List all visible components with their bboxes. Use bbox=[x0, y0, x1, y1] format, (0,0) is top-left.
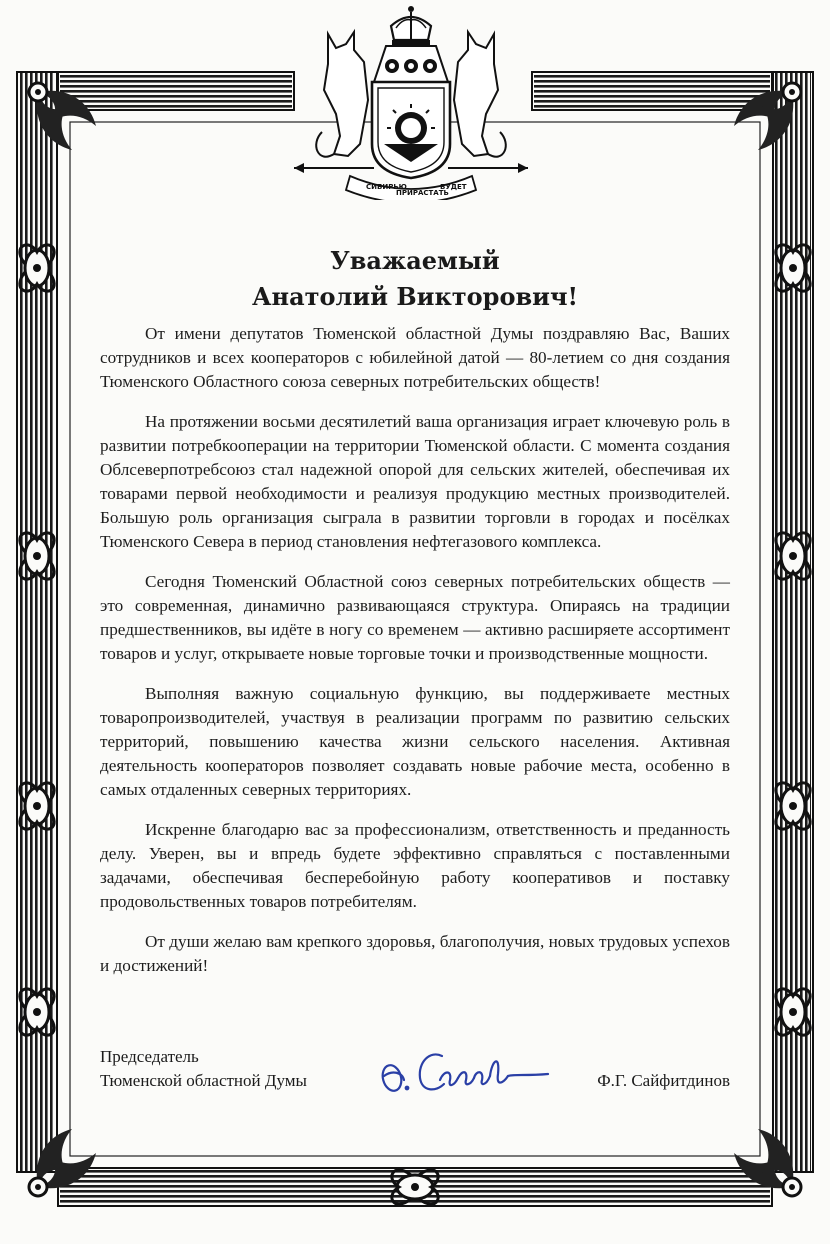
greeting-heading bbox=[100, 243, 730, 315]
coat-of-arms-icon bbox=[288, 4, 534, 200]
signatory-title-line-1: Председатель bbox=[100, 1047, 199, 1066]
signatory-title bbox=[100, 1045, 307, 1093]
motto-word-2: ПРИРАСТАТЬ bbox=[396, 189, 449, 197]
paragraph-1: От имени депутатов Тюменской областной Думы поздравляю Вас, Ваших сотрудников и всех кооператоров с юбилейной датой — 80-летием со дня создания Тюменского Областного союза северных потребительских обществ! bbox=[100, 324, 730, 391]
crown-icon bbox=[391, 6, 431, 46]
left-fox-icon bbox=[316, 32, 368, 157]
motto-word-3: БУДЕТ bbox=[440, 183, 467, 191]
greeting-line-1: Уважаемый bbox=[330, 246, 500, 275]
paragraph-6: От души желаю вам крепкого здоровья, благополучия, новых трудовых успехов и достижений! bbox=[100, 932, 730, 975]
paragraph-4: Выполняя важную социальную функцию, вы поддерживаете местных товаропроизводителей, участвуя в реализации программ по развитию сельских территорий, повышению качества жизни сельского населения. Активная деятельность кооператоров позволяет создавать новые рабочие места, особенно в самых отдаленных северных территориях. bbox=[100, 684, 730, 799]
letter-body bbox=[100, 322, 730, 994]
handwritten-signature-icon bbox=[376, 1040, 552, 1100]
paragraph-5: Искренне благодарю вас за профессионализм, ответственность и преданность делу. Уверен, вы и впредь будете эффективно справляться с поставленными задачами, обеспечивая бесперебойную работу кооперативов и поставку продовольственных товаров потребителям. bbox=[100, 820, 730, 911]
greeting-line-2: Анатолий Викторович! bbox=[251, 282, 579, 311]
signatory-title-line-2: Тюменской областной Думы bbox=[100, 1071, 307, 1090]
motto-word-1: СИБИРЬЮ bbox=[366, 183, 407, 191]
signatory-name: Ф.Г. Сайфитдинов bbox=[597, 1071, 730, 1090]
paragraph-3: Сегодня Тюменский Областной союз северных потребительских обществ — это современная, динамично развивающаяся структура. Опираясь на традиции предшественников, вы идёте в ногу со временем — активно расширяете ассортимент товаров и услуг, открываете новые торговые точки и производственные мощности. bbox=[100, 572, 730, 663]
right-fox-icon bbox=[454, 32, 506, 157]
paragraph-2: На протяжении восьми десятилетий ваша организация играет ключевую роль в развитии потребкооперации на территории Тюменской области. С момента создания Облсеверпотребсоюз стал надежной опорой для сельских жителей, обеспечивая их товарами первой необходимости и реализуя продукцию местных производителей. Большую роль организация сыграла в развитии торговли в городах и посёлках Тюменского Севера в период становления нефтегазового комплекса. bbox=[100, 412, 730, 551]
